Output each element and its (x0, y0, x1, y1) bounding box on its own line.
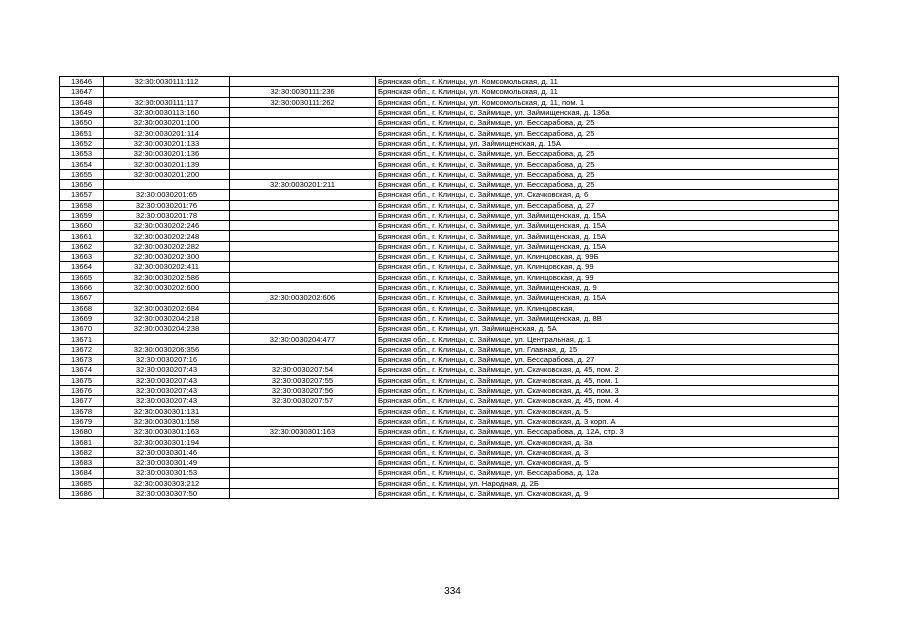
row-number-cell: 13658 (60, 200, 104, 210)
cadastral-number-cell: 32:30:0030202:684 (104, 303, 230, 313)
cadastral-number-cell: 32:30:0030111:112 (104, 77, 230, 87)
table-row (60, 262, 839, 272)
related-cadastral-number-cell (230, 457, 376, 467)
table-row (60, 159, 839, 169)
cadastral-number-cell (104, 179, 230, 189)
related-cadastral-number-cell (230, 77, 376, 87)
related-cadastral-number-cell (230, 169, 376, 179)
related-cadastral-number-cell: 32:30:0030207:56 (230, 385, 376, 395)
table-row (60, 468, 839, 478)
address-cell: Брянская обл., г. Клинцы, с. Займище, ул. Скачковская, д. 45, пом. 1 (376, 375, 839, 385)
cadastral-number-cell: 32:30:0030301:46 (104, 447, 230, 457)
related-cadastral-number-cell (230, 252, 376, 262)
cadastral-number-cell: 32:30:0030202:246 (104, 221, 230, 231)
table-row (60, 293, 839, 303)
table-row (60, 427, 839, 437)
address-cell: Брянская обл., г. Клинцы, с. Займище, ул. Займищенская, д. 15А (376, 293, 839, 303)
related-cadastral-number-cell (230, 210, 376, 220)
row-number-cell: 13665 (60, 272, 104, 282)
table-row (60, 488, 839, 498)
row-number-cell: 13675 (60, 375, 104, 385)
related-cadastral-number-cell (230, 272, 376, 282)
cadastral-number-cell (104, 87, 230, 97)
related-cadastral-number-cell (230, 190, 376, 200)
related-cadastral-number-cell (230, 282, 376, 292)
row-number-cell: 13650 (60, 118, 104, 128)
table-row (60, 252, 839, 262)
address-cell: Брянская обл., г. Клинцы, с. Займище, ул. Бессарабова, д. 12а (376, 468, 839, 478)
address-cell: Брянская обл., г. Клинцы, с. Займище, ул. Бессарабова, д. 25 (376, 179, 839, 189)
table-row (60, 190, 839, 200)
row-number-cell: 13654 (60, 159, 104, 169)
table-row (60, 97, 839, 107)
row-number-cell: 13680 (60, 427, 104, 437)
related-cadastral-number-cell (230, 231, 376, 241)
related-cadastral-number-cell: 32:30:0030207:55 (230, 375, 376, 385)
address-cell: Брянская обл., г. Клинцы, с. Займище, ул. Займищенская, д. 15А (376, 241, 839, 251)
row-number-cell: 13651 (60, 128, 104, 138)
page-number: 334 (444, 586, 461, 597)
table-row (60, 375, 839, 385)
cadastral-number-cell (104, 293, 230, 303)
related-cadastral-number-cell (230, 447, 376, 457)
table-row (60, 200, 839, 210)
address-cell: Брянская обл., г. Клинцы, ул. Займищенская, д. 15А (376, 138, 839, 148)
table-row (60, 334, 839, 344)
row-number-cell: 13667 (60, 293, 104, 303)
address-cell: Брянская обл., г. Клинцы, ул. Комсомольская, д. 11 (376, 87, 839, 97)
row-number-cell: 13646 (60, 77, 104, 87)
address-cell: Брянская обл., г. Клинцы, с. Займище, ул. Центральная, д. 1 (376, 334, 839, 344)
table-row (60, 128, 839, 138)
table-row (60, 303, 839, 313)
row-number-cell: 13652 (60, 138, 104, 148)
address-cell: Брянская обл., г. Клинцы, с. Займище, ул. Скачковская, д. 45, пом. 4 (376, 396, 839, 406)
row-number-cell: 13663 (60, 252, 104, 262)
address-cell: Брянская обл., г. Клинцы, с. Займище, ул. Бессарабова, д. 25 (376, 159, 839, 169)
related-cadastral-number-cell: 32:30:0030301:163 (230, 427, 376, 437)
row-number-cell: 13666 (60, 282, 104, 292)
address-cell: Брянская обл., г. Клинцы, ул. Займищенская, д. 5А (376, 324, 839, 334)
cadastral-number-cell: 32:30:0030111:117 (104, 97, 230, 107)
address-cell: Брянская обл., г. Клинцы, с. Займище, ул. Займищенская, д. 9 (376, 282, 839, 292)
row-number-cell: 13669 (60, 313, 104, 323)
cadastral-number-cell: 32:30:0030201:200 (104, 169, 230, 179)
row-number-cell: 13662 (60, 241, 104, 251)
address-cell: Брянская обл., г. Клинцы, с. Займище, ул. Займищенская, д. 15А (376, 221, 839, 231)
cadastral-number-cell: 32:30:0030201:76 (104, 200, 230, 210)
cadastral-number-cell (104, 334, 230, 344)
table-row (60, 355, 839, 365)
table-row (60, 210, 839, 220)
related-cadastral-number-cell (230, 159, 376, 169)
cadastral-number-cell: 32:30:0030201:133 (104, 138, 230, 148)
address-cell: Брянская обл., г. Клинцы, с. Займище, ул. Клинцовская, (376, 303, 839, 313)
related-cadastral-number-cell: 32:30:0030201:211 (230, 179, 376, 189)
cadastral-number-cell: 32:30:0030301:131 (104, 406, 230, 416)
address-cell: Брянская обл., г. Клинцы, с. Займище, ул. Скачковская, д. 3 корп. А (376, 416, 839, 426)
table-row (60, 241, 839, 251)
cadastral-number-cell: 32:30:0030201:78 (104, 210, 230, 220)
cadastral-number-cell: 32:30:0030202:586 (104, 272, 230, 282)
row-number-cell: 13673 (60, 355, 104, 365)
address-cell: Брянская обл., г. Клинцы, с. Займище, ул. Клинцовская, д. 99 (376, 272, 839, 282)
row-number-cell: 13686 (60, 488, 104, 498)
row-number-cell: 13684 (60, 468, 104, 478)
table-row (60, 365, 839, 375)
related-cadastral-number-cell (230, 128, 376, 138)
table-row (60, 313, 839, 323)
row-number-cell: 13661 (60, 231, 104, 241)
address-cell: Брянская обл., г. Клинцы, с. Займище, ул. Бессарабова, д. 25 (376, 118, 839, 128)
address-cell: Брянская обл., г. Клинцы, с. Займище, ул. Скачковская, д. 45, пом. 3 (376, 385, 839, 395)
registry-table-body (60, 77, 839, 499)
related-cadastral-number-cell: 32:30:0030111:236 (230, 87, 376, 97)
cadastral-number-cell: 32:30:0030201:65 (104, 190, 230, 200)
cadastral-number-cell: 32:30:0030301:163 (104, 427, 230, 437)
row-number-cell: 13671 (60, 334, 104, 344)
table-row (60, 385, 839, 395)
row-number-cell: 13678 (60, 406, 104, 416)
related-cadastral-number-cell: 32:30:0030207:57 (230, 396, 376, 406)
cadastral-number-cell: 32:30:0030202:282 (104, 241, 230, 251)
address-cell: Брянская обл., г. Клинцы, с. Займище, ул. Клинцовская, д. 99Б (376, 252, 839, 262)
related-cadastral-number-cell (230, 416, 376, 426)
row-number-cell: 13672 (60, 344, 104, 354)
address-cell: Брянская обл., г. Клинцы, с. Займище, ул. Бессарабова, д. 27 (376, 200, 839, 210)
row-number-cell: 13679 (60, 416, 104, 426)
table-row (60, 118, 839, 128)
table-row (60, 87, 839, 97)
address-cell: Брянская обл., г. Клинцы, с. Займище, ул. Бессарабова, д. 25 (376, 128, 839, 138)
cadastral-number-cell: 32:30:0030207:43 (104, 385, 230, 395)
cadastral-number-cell: 32:30:0030207:43 (104, 375, 230, 385)
table-row (60, 77, 839, 87)
row-number-cell: 13670 (60, 324, 104, 334)
row-number-cell: 13656 (60, 179, 104, 189)
address-cell: Брянская обл., г. Клинцы, с. Займище, ул. Скачковская, д. 3а (376, 437, 839, 447)
address-cell: Брянская обл., г. Клинцы, с. Займище, ул. Скачковская, д. 45, пом. 2 (376, 365, 839, 375)
table-row (60, 478, 839, 488)
address-cell: Брянская обл., г. Клинцы, с. Займище, ул. Бессарабова, д. 12А, стр. 3 (376, 427, 839, 437)
table-row (60, 437, 839, 447)
address-cell: Брянская обл., г. Клинцы, ул. Комсомольская, д. 11, пом. 1 (376, 97, 839, 107)
address-cell: Брянская обл., г. Клинцы, с. Займище, ул. Бессарабова, д. 25 (376, 169, 839, 179)
table-row (60, 221, 839, 231)
cadastral-number-cell: 32:30:0030201:139 (104, 159, 230, 169)
table-row (60, 416, 839, 426)
related-cadastral-number-cell (230, 355, 376, 365)
related-cadastral-number-cell (230, 221, 376, 231)
cadastral-number-cell: 32:30:0030201:100 (104, 118, 230, 128)
row-number-cell: 13655 (60, 169, 104, 179)
cadastral-number-cell: 32:30:0030307:50 (104, 488, 230, 498)
address-cell: Брянская обл., г. Клинцы, с. Займище, ул. Бессарабова, д. 27 (376, 355, 839, 365)
related-cadastral-number-cell (230, 313, 376, 323)
related-cadastral-number-cell (230, 118, 376, 128)
related-cadastral-number-cell: 32:30:0030204:477 (230, 334, 376, 344)
table-row (60, 169, 839, 179)
address-cell: Брянская обл., г. Клинцы, с. Займище, ул. Скачковская, д. 5 (376, 457, 839, 467)
row-number-cell: 13668 (60, 303, 104, 313)
row-number-cell: 13681 (60, 437, 104, 447)
related-cadastral-number-cell (230, 241, 376, 251)
address-cell: Брянская обл., г. Клинцы, с. Займище, ул. Скачковская, д. 5 (376, 406, 839, 416)
row-number-cell: 13677 (60, 396, 104, 406)
table-row (60, 138, 839, 148)
cadastral-number-cell: 32:30:0030301:53 (104, 468, 230, 478)
address-cell: Брянская обл., г. Клинцы, с. Займище, ул. Скачковская, д. 9 (376, 488, 839, 498)
cadastral-number-cell: 32:30:0030206:356 (104, 344, 230, 354)
row-number-cell: 13682 (60, 447, 104, 457)
table-row (60, 447, 839, 457)
row-number-cell: 13648 (60, 97, 104, 107)
cadastral-number-cell: 32:30:0030201:136 (104, 149, 230, 159)
row-number-cell: 13659 (60, 210, 104, 220)
related-cadastral-number-cell: 32:30:0030207:54 (230, 365, 376, 375)
address-cell: Брянская обл., г. Клинцы, с. Займище, ул. Клинцовская, д. 99 (376, 262, 839, 272)
cadastral-number-cell: 32:30:0030301:194 (104, 437, 230, 447)
table-row (60, 231, 839, 241)
table-row (60, 406, 839, 416)
cadastral-number-cell: 32:30:0030202:300 (104, 252, 230, 262)
related-cadastral-number-cell: 32:30:0030111:262 (230, 97, 376, 107)
registry-table (59, 76, 839, 499)
related-cadastral-number-cell (230, 303, 376, 313)
cadastral-number-cell: 32:30:0030301:49 (104, 457, 230, 467)
related-cadastral-number-cell (230, 478, 376, 488)
row-number-cell: 13657 (60, 190, 104, 200)
related-cadastral-number-cell (230, 262, 376, 272)
related-cadastral-number-cell (230, 107, 376, 117)
related-cadastral-number-cell (230, 138, 376, 148)
related-cadastral-number-cell (230, 324, 376, 334)
address-cell: Брянская обл., г. Клинцы, с. Займище, ул. Скачковская, д. 3 (376, 447, 839, 457)
address-cell: Брянская обл., г. Клинцы, с. Займище, ул. Займищенская, д. 136а (376, 107, 839, 117)
table-row (60, 324, 839, 334)
related-cadastral-number-cell (230, 344, 376, 354)
address-cell: Брянская обл., г. Клинцы, с. Займище, ул. Займищенская, д. 15А (376, 210, 839, 220)
related-cadastral-number-cell (230, 488, 376, 498)
table-row (60, 282, 839, 292)
table-row (60, 149, 839, 159)
cadastral-number-cell: 32:30:0030207:43 (104, 396, 230, 406)
row-number-cell: 13647 (60, 87, 104, 97)
cadastral-number-cell: 32:30:0030113:160 (104, 107, 230, 117)
table-row (60, 179, 839, 189)
table-row (60, 396, 839, 406)
cadastral-number-cell: 32:30:0030201:114 (104, 128, 230, 138)
cadastral-number-cell: 32:30:0030202:600 (104, 282, 230, 292)
row-number-cell: 13683 (60, 457, 104, 467)
cadastral-number-cell: 32:30:0030202:411 (104, 262, 230, 272)
row-number-cell: 13649 (60, 107, 104, 117)
address-cell: Брянская обл., г. Клинцы, с. Займище, ул. Главная, д. 15 (376, 344, 839, 354)
row-number-cell: 13674 (60, 365, 104, 375)
address-cell: Брянская обл., г. Клинцы, с. Займище, ул. Займищенская, д. 15А (376, 231, 839, 241)
address-cell: Брянская обл., г. Клинцы, ул. Комсомольская, д. 11 (376, 77, 839, 87)
cadastral-number-cell: 32:30:0030204:218 (104, 313, 230, 323)
related-cadastral-number-cell: 32:30:0030202:606 (230, 293, 376, 303)
cadastral-number-cell: 32:30:0030202:248 (104, 231, 230, 241)
row-number-cell: 13660 (60, 221, 104, 231)
table-row (60, 457, 839, 467)
cadastral-number-cell: 32:30:0030207:16 (104, 355, 230, 365)
address-cell: Брянская обл., г. Клинцы, с. Займище, ул. Займищенская, д. 8В (376, 313, 839, 323)
related-cadastral-number-cell (230, 437, 376, 447)
table-row (60, 107, 839, 117)
cadastral-number-cell: 32:30:0030204:238 (104, 324, 230, 334)
address-cell: Брянская обл., г. Клинцы, с. Займище, ул. Бессарабова, д. 25 (376, 149, 839, 159)
address-cell: Брянская обл., г. Клинцы, ул. Народная, д. 2Б (376, 478, 839, 488)
cadastral-number-cell: 32:30:0030303:212 (104, 478, 230, 488)
table-row (60, 344, 839, 354)
related-cadastral-number-cell (230, 149, 376, 159)
row-number-cell: 13653 (60, 149, 104, 159)
table-row (60, 272, 839, 282)
row-number-cell: 13664 (60, 262, 104, 272)
row-number-cell: 13676 (60, 385, 104, 395)
address-cell: Брянская обл., г. Клинцы, с. Займище, ул. Скачковская, д. 6 (376, 190, 839, 200)
related-cadastral-number-cell (230, 406, 376, 416)
related-cadastral-number-cell (230, 200, 376, 210)
cadastral-number-cell: 32:30:0030301:158 (104, 416, 230, 426)
row-number-cell: 13685 (60, 478, 104, 488)
related-cadastral-number-cell (230, 468, 376, 478)
cadastral-number-cell: 32:30:0030207:43 (104, 365, 230, 375)
